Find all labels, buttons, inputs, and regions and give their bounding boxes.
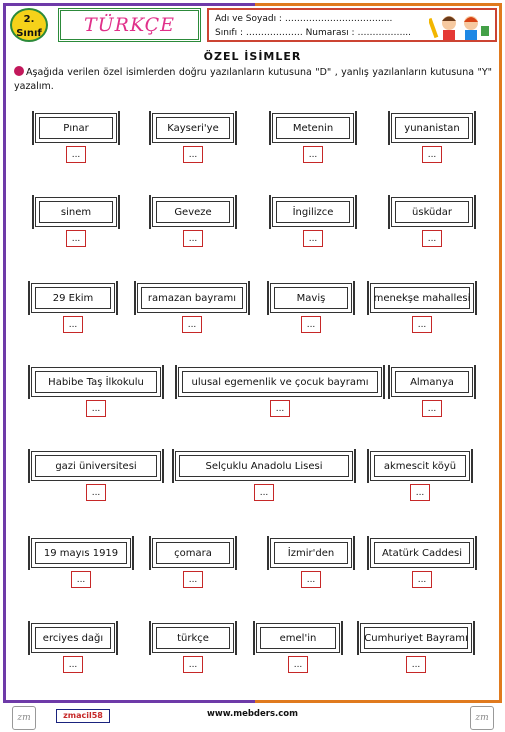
children-illustration-icon [429, 12, 491, 42]
subject-title: TÜRKÇE [83, 14, 176, 36]
word-card [270, 538, 352, 568]
word-card-label: Geveze [174, 206, 212, 218]
word-card-label: 19 mayıs 1919 [43, 547, 119, 559]
answer-box[interactable]: ... [406, 656, 426, 673]
answer-box[interactable]: ... [71, 571, 91, 588]
word-card [152, 538, 234, 568]
word-card-label: Cumhuriyet Bayramı [364, 632, 468, 644]
page-frame-left [3, 3, 6, 703]
answer-box[interactable]: ... [412, 571, 432, 588]
word-card-label: akmescit köyü [383, 460, 457, 472]
word-card-label: Kayseri'ye [167, 122, 219, 134]
word-card-label: Selçuklu Anadolu Lisesi [205, 460, 323, 472]
word-card-label: yunanistan [404, 122, 460, 134]
answer-box[interactable]: ... [422, 400, 442, 417]
student-class-line[interactable]: Sınıfı : ………………. Numarası : ……………... [215, 28, 412, 38]
answer-box[interactable]: ... [86, 484, 106, 501]
answer-box[interactable]: ... [183, 146, 203, 163]
page-frame-bottom-left [3, 700, 255, 703]
word-card [152, 197, 234, 227]
word-card [370, 283, 474, 313]
word-card [391, 113, 473, 143]
word-card-label: ramazan bayramı [147, 292, 237, 304]
word-card-label: türkçe [177, 632, 209, 644]
instruction-label: Aşağıda verilen özel isimlerden doğru yazılanların kutusuna "D" , yanlış yazılanların kutusuna "Y" yazalım. [14, 67, 492, 92]
word-card-label: üsküdar [412, 206, 452, 218]
word-card [272, 197, 354, 227]
answer-box[interactable]: ... [270, 400, 290, 417]
word-card [270, 283, 352, 313]
page-frame-top-left [3, 3, 255, 6]
instruction-text [14, 66, 492, 94]
word-card [152, 113, 234, 143]
answer-box[interactable]: ... [63, 656, 83, 673]
footer-website[interactable]: www.mebders.com [206, 709, 298, 719]
word-card-label: İngilizce [292, 206, 334, 218]
answer-box[interactable]: ... [412, 316, 432, 333]
answer-box[interactable]: ... [410, 484, 430, 501]
answer-box[interactable]: ... [301, 571, 321, 588]
word-card-label: erciyes dağı [42, 632, 104, 644]
answer-box[interactable]: ... [301, 316, 321, 333]
footer-logo-right: zm [470, 706, 494, 730]
answer-box[interactable]: ... [183, 571, 203, 588]
word-card [31, 623, 115, 653]
word-card-label: gazi üniversitesi [55, 460, 137, 472]
word-card [35, 113, 117, 143]
answer-box[interactable]: ... [66, 146, 86, 163]
word-card [31, 283, 115, 313]
word-card [178, 367, 382, 397]
word-card-label: Pınar [63, 122, 89, 134]
word-card [152, 623, 234, 653]
footer-logo-left: zm [12, 706, 36, 730]
word-card-label: emel'in [279, 632, 317, 644]
word-card [31, 367, 161, 397]
word-card-label: çomara [174, 547, 212, 559]
answer-box[interactable]: ... [63, 316, 83, 333]
word-card [360, 623, 472, 653]
grade-number: 2. [23, 14, 35, 25]
page-frame-right [499, 3, 502, 703]
word-card-label: Maviş [296, 292, 326, 304]
word-card [272, 113, 354, 143]
word-card [137, 283, 247, 313]
word-card [175, 451, 353, 481]
answer-box[interactable]: ... [86, 400, 106, 417]
word-card-label: Habibe Taş İlkokulu [48, 376, 144, 388]
word-card [256, 623, 340, 653]
word-card [31, 451, 161, 481]
word-card-label: Atatürk Caddesi [382, 547, 462, 559]
answer-box[interactable]: ... [422, 146, 442, 163]
footer-author-tag: zmacil58 [56, 709, 110, 723]
answer-box[interactable]: ... [288, 656, 308, 673]
grade-label: Sınıf [16, 28, 42, 39]
word-card-label: İzmir'den [287, 547, 335, 559]
page-title: ÖZEL İSİMLER [203, 50, 302, 63]
word-card-label: Almanya [410, 376, 454, 388]
answer-box[interactable]: ... [183, 230, 203, 247]
word-card-label: Metenin [292, 122, 334, 134]
answer-box[interactable]: ... [422, 230, 442, 247]
grade-badge [10, 8, 48, 42]
bullet-icon [14, 66, 24, 76]
answer-box[interactable]: ... [303, 146, 323, 163]
word-card-label: sinem [60, 206, 92, 218]
word-card [391, 197, 473, 227]
word-card-label: menekşe mahallesi [373, 292, 471, 304]
subject-title-box [58, 8, 201, 42]
answer-box[interactable]: ... [66, 230, 86, 247]
word-card [391, 367, 473, 397]
page-frame-top-right [255, 3, 502, 6]
answer-box[interactable]: ... [182, 316, 202, 333]
word-card [370, 451, 470, 481]
answer-box[interactable]: ... [254, 484, 274, 501]
word-card [370, 538, 474, 568]
answer-box[interactable]: ... [303, 230, 323, 247]
word-card-label: 29 Ekim [52, 292, 94, 304]
word-card [31, 538, 131, 568]
word-card-label: ulusal egemenlik ve çocuk bayramı [191, 376, 369, 388]
answer-box[interactable]: ... [183, 656, 203, 673]
word-card [35, 197, 117, 227]
student-name-line[interactable]: Adı ve Soyadı : ……………………………... [215, 14, 393, 24]
page-frame-bottom-right [255, 700, 502, 703]
student-info-box [207, 8, 497, 42]
